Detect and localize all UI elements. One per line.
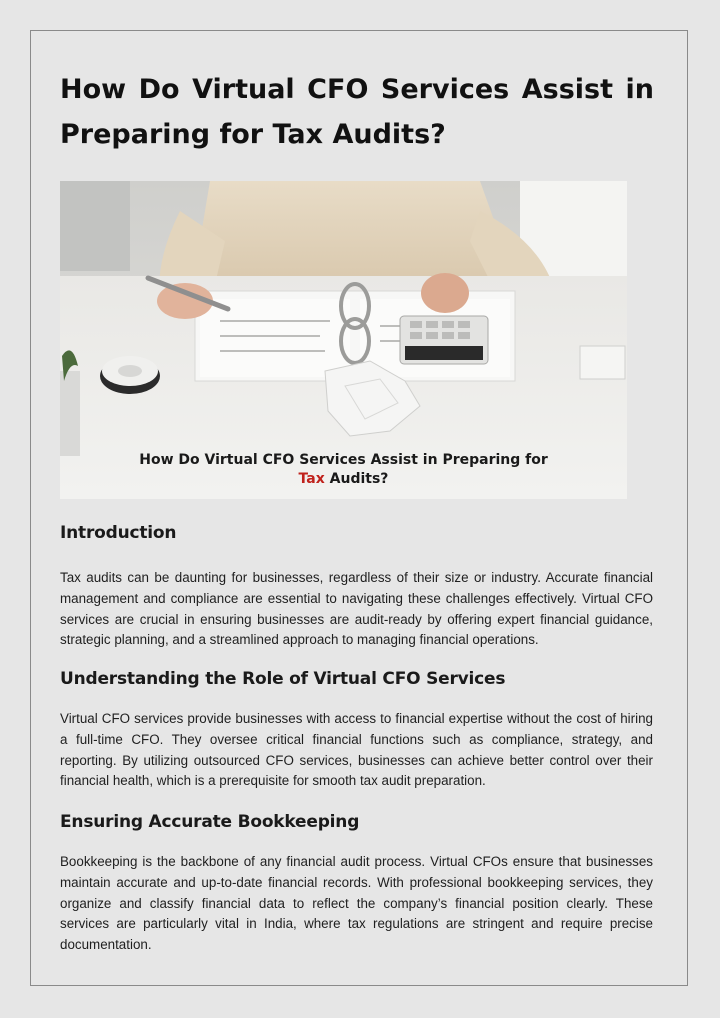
- hero-image: [60, 181, 627, 499]
- section-heading-introduction: Introduction: [60, 523, 177, 543]
- section-heading-role: Understanding the Role of Virtual CFO Services: [60, 669, 506, 689]
- section-body-role: Virtual CFO services provide businesses with access to financial expertise without the cost of hiring a full-time CFO. They oversee critical financial functions such as compliance, strategy, and reporting. By utilizing outsourced CFO services, businesses can achieve better control over their financial health, which is a prerequisite for smooth tax audit preparation.: [60, 711, 653, 789]
- hero-caption-suffix: Audits?: [329, 471, 389, 487]
- section-heading-bookkeeping: Ensuring Accurate Bookkeeping: [60, 812, 360, 832]
- document-page: [30, 30, 688, 986]
- page-title: How Do Virtual CFO Services Assist in Preparing for Tax Audits?: [60, 74, 654, 150]
- hero-caption-highlight: Tax: [298, 471, 325, 487]
- section-body-introduction: Tax audits can be daunting for businesses, regardless of their size or industry. Accurate financial management and compliance are essential to navigating these challenges effectively. Virtual CFO services are crucial in ensuring businesses are audit-ready by offering expert financial guidance, strategic planning, and a streamlined approach to managing financial operations.: [60, 570, 653, 648]
- section-body-bookkeeping: Bookkeeping is the backbone of any financial audit process. Virtual CFOs ensure that businesses maintain accurate and up-to-date financial records. With professional bookkeeping services, they organize and classify financial data to reflect the company’s financial position clearly. These services are particularly vital in India, where tax regulations are stringent and require precise documentation.: [60, 854, 653, 953]
- hero-caption: [60, 451, 627, 489]
- hero-caption-prefix: How Do Virtual CFO Services Assist in Preparing for: [139, 452, 548, 468]
